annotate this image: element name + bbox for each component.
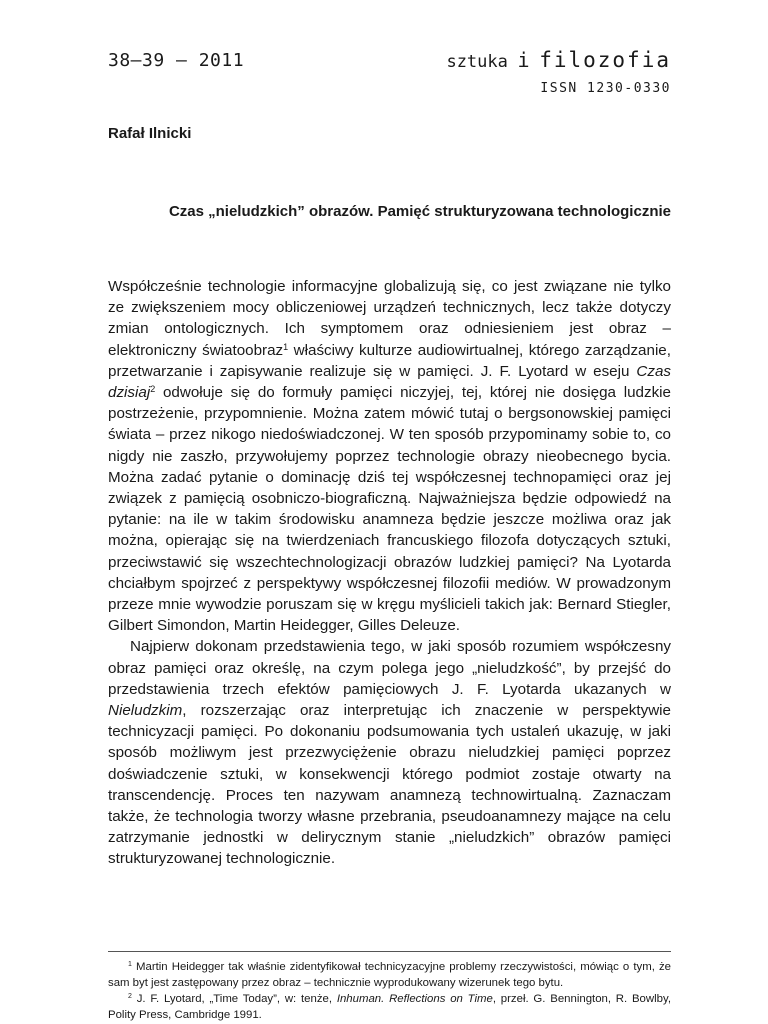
article-title: Czas „nieludzkich” obrazów. Pamięć strukturyzowana technologicznie xyxy=(168,203,671,220)
brand-filozofia: filozofia xyxy=(539,48,671,72)
footnote-2 xyxy=(108,991,671,1023)
brand-sztuka: sztuka xyxy=(446,52,508,72)
body-paragraph-1 xyxy=(108,276,671,636)
footnote-1-number: 1 xyxy=(128,961,132,968)
p2-work-title: Nieludzkim xyxy=(108,702,183,720)
p1-text-c: odwołuje się do formuły pamięci niczyjej, tej, której nie dosięga ludzkie postrzeżenie, przypomnienie. Można zatem mówić tutaj o bergsonowskiej pamięci świata – przez nikogo niedoświadczonej. W ten sposób przypominamy sobie to, co nigdy nie zaszło, przywołujemy poprzez technologie obrazy nieobecnego bycia. Można zadać pytanie o dominację dziś tej współczesnej technopamięci oraz jej związek z pamięcią osobniczo-biograficzną. Najważniejsza będzie odpowiedź na pytanie: na ile w takim środowisku anamneza będzie jeszcze możliwa oraz jak można, opierając się na twierdzeniach francuskiego filozofa dotyczących sztuki, przeciwstawić się wszechtechnologizacji obrazów ludzkiej pamięci? Na Lyotarda chciałbym spojrzeć z perspektywy współczesnej filozofii mediów. W prowadzonym przeze mnie wywodzie poruszam się w kręgu myślicieli takich jak: Bernard Stiegler, Gilbert Simondon, Martin Heidegger, Gilles Deleuze. xyxy=(108,384,671,635)
article-body xyxy=(108,276,671,870)
footnote-1 xyxy=(108,959,671,991)
p1-text-a: Współcześnie technologie informacyjne globalizują się, co jest związane nie tylko ze zwiększeniem mocy obliczeniowej urządzeń technicznych, lecz także dotyczy zmian ontologicznych. Ich symptomem oraz odniesieniem jest obraz – elektroniczny światoobraz xyxy=(108,278,671,359)
journal-issue: 38–39 – 2011 xyxy=(108,50,245,71)
footnotes xyxy=(108,959,671,1023)
footnote-divider xyxy=(108,951,671,952)
p2-text-a: Najpierw dokonam przedstawienia tego, w jaki sposób rozumiem współczesny obraz pamięci oraz określę, na czym polega jego „nieludzkość”, by przejść do przedstawienia trzech efektów pamięciowych J. F. Lyotarda ukazanych w xyxy=(108,638,671,698)
p1-work-title: Czas dzisiaj xyxy=(108,362,671,402)
footnote-2-number: 2 xyxy=(128,993,132,1000)
p1-text-b: właściwy kulturze audiowirtualnej, którego zarządzanie, przetwarzanie i zapisywanie realizuje się w pamięci. J. F. Lyotard w eseju xyxy=(108,341,671,380)
footnote-ref-1: 1 xyxy=(283,341,289,352)
brand-i: i xyxy=(517,48,530,72)
p2-text-b: , rozszerzając oraz interpretując ich znaczenie w perspektywie technicyzacji pamięci. Po dokonaniu podsumowania tych ustaleń ukazuję, w jaki sposób możliwym jest przezwyciężenie obrazu nieludzkiej pamięci poprzez doświadczenie sztuki, w konsekwencji którego podmiot zostaje otwarty na transcendencję. Proces ten nazywam anamnezą technowirtualną. Zaznaczam także, że technologia tworzy własne przebrania, pseudoanamnezy mające na celu zatrzymanie jednostki w delirycznym stanie „nieludzkich” obrazów pamięci strukturyzowanej technologicznie. xyxy=(108,702,671,868)
journal-issn: ISSN 1230-0330 xyxy=(540,81,671,96)
footnote-ref-2: 2 xyxy=(150,384,156,395)
footnote-2-text-a: J. F. Lyotard, „Time Today”, w: tenże, xyxy=(136,993,337,1005)
footnote-2-work-title: Inhuman. Reflections on Time xyxy=(336,993,493,1005)
journal-brand xyxy=(446,48,671,72)
footnote-2-text-b: , przeł. G. Bennington, R. Bowlby, Polity Press, Cambridge 1991. xyxy=(108,993,671,1021)
footnote-1-text: Martin Heidegger tak właśnie zidentyfikował technicyzacyjne problemy rzeczywistości, mówiąc o tym, że sam byt jest zastępowany przez obraz – technicznie wyprodukowany wizerunek tego bytu. xyxy=(108,961,671,989)
body-paragraph-2 xyxy=(108,636,671,869)
article-author: Rafał Ilnicki xyxy=(108,125,192,142)
